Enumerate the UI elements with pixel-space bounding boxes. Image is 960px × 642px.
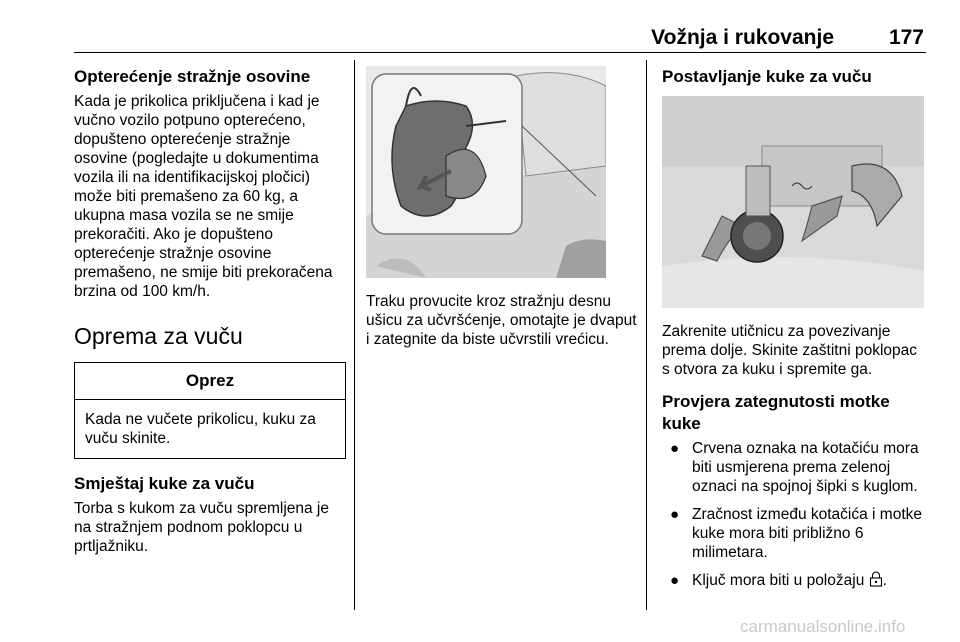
heading-check-tension: Provjera zategnutosti motke kuke (662, 392, 890, 433)
heading-hook-storage: Smještaj kuke za vuču (74, 474, 255, 493)
heading-towing-equipment: Oprema za vuču (74, 323, 243, 349)
paragraph-fitting-hook: Zakrenite utičnicu za povezivanje prema dolje. Skinite zaštitni poklopac s otvora za kuku i spremite ga. (662, 323, 918, 378)
check-list (662, 439, 928, 592)
list-item: ● Zračnost između kotačića i motke kuke mora biti približno 6 milimetara. (670, 506, 923, 561)
caution-text: Kada ne vučete prikolicu, kuku za vuču skinite. (85, 411, 316, 447)
column-right (662, 60, 928, 601)
caution-title: Oprez (75, 363, 345, 400)
list-item: ● Ključ mora biti u položaju . (662, 571, 928, 592)
image-caption: Traku provucite kroz stražnju desnu ušicu za učvršćenje, omotajte je dvaput i zategnite da biste učvrstili vrećicu. (366, 293, 637, 348)
heading-fitting-hook: Postavljanje kuke za vuču (662, 67, 872, 86)
paragraph-hook-storage: Torba s kukom za vuču spremljena je na stražnjem podnom poklopcu u prtljažniku. (74, 500, 330, 555)
watermark: carmanualsonline.info (740, 617, 906, 636)
page-number: 177 (888, 26, 924, 49)
column-divider (354, 60, 355, 610)
column-divider (646, 60, 647, 610)
heading-rear-axle-load: Opterećenje stražnje osovine (74, 67, 311, 86)
trunk-illustration (366, 66, 606, 278)
paragraph-rear-axle-load: Kada je prikolica priključena i kad je vučno vozilo potpuno opterećeno, dopušteno opterećenje stražnje osovine (pogledajte u dokumentima vozila ili na identifikacijskoj pločici) može biti premašeno za 60 kg, a ukupna masa vozila se ne smije prekoračiti. Ako je dopušteno opterećenje stražnje osovine premašeno, ne smije biti prekoračena brzina od 100 km/h. (74, 93, 333, 300)
towbar-illustration (662, 96, 924, 308)
column-left (74, 60, 346, 556)
page-header (74, 20, 926, 53)
caution-box (74, 362, 346, 459)
list-item: ● Crvena oznaka na kotačiću mora biti usmjerena prema zelenoj oznaci na spojnoj šipki s kuglom. (670, 440, 919, 495)
lock-icon (869, 571, 883, 592)
column-middle (366, 60, 638, 349)
section-title: Vožnja i rukovanje (651, 26, 834, 49)
